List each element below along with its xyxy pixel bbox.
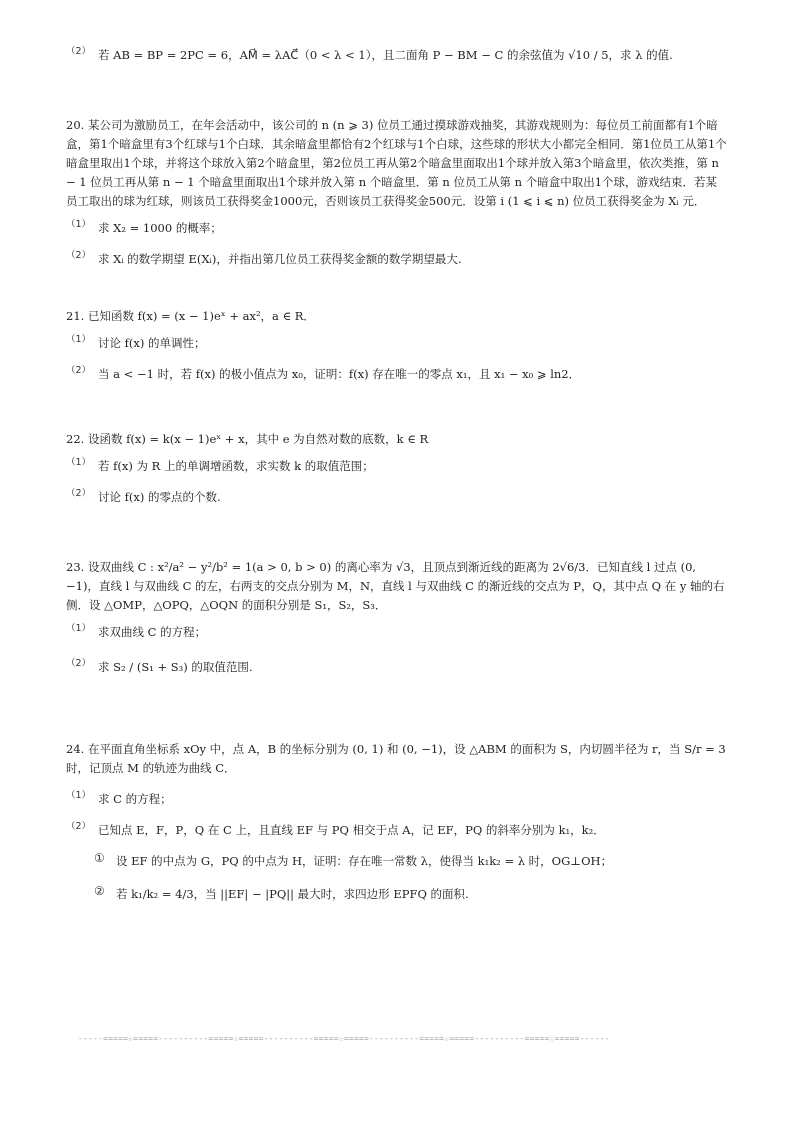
part-number: （2） bbox=[66, 488, 92, 499]
question-stem: 24. 在平面直角坐标系 xOy 中，点 A，B 的坐标分别为 (0, 1) 和 (0, −1)，设 △ABM 的面积为 S，内切圆半径为 r，当 S/r = 3 时，记顶点 M 的轨迹为曲线 C． bbox=[66, 742, 726, 775]
q22-part-1 bbox=[66, 457, 728, 476]
q21-part-1 bbox=[66, 334, 728, 353]
part-text: 求 S₂ / (S₁ + S₃) 的取值范围. bbox=[98, 660, 253, 674]
question-stem: 21. 已知函数 f(x) = (x − 1)eˣ + ax²，a ∈ R． bbox=[66, 309, 315, 323]
part-text: 已知点 E，F，P，Q 在 C 上，且直线 EF 与 PQ 相交于点 A，记 EF，PQ 的斜率分别为 k₁，k₂． bbox=[98, 823, 605, 837]
part-text: 若 AB = BP = 2PC = 6，AM⃗ = λAC⃗（0 < λ < 1），且二面角 P − BM − C 的余弦值为 √10 / 5，求 λ 的值. bbox=[98, 48, 673, 62]
part-number: （2） bbox=[66, 821, 92, 832]
q21-part-2 bbox=[66, 365, 728, 384]
q24-subpart-1 bbox=[66, 852, 728, 871]
q20-part-1 bbox=[66, 219, 728, 238]
part-number: （1） bbox=[66, 790, 92, 801]
circled-number: ① bbox=[94, 851, 105, 865]
q24-part-2 bbox=[66, 821, 728, 840]
part-number: （1） bbox=[66, 334, 92, 345]
q24-part-1 bbox=[66, 790, 728, 809]
part-text: 求 X₂ = 1000 的概率； bbox=[98, 221, 222, 235]
q23-part-2 bbox=[66, 658, 728, 677]
part-text: 若 f(x) 为 R 上的单调增函数，求实数 k 的取值范围； bbox=[98, 459, 374, 473]
q20-part-2 bbox=[66, 250, 728, 269]
subpart-text: 设 EF 的中点为 G，PQ 的中点为 H，证明：存在唯一常数 λ，使得当 k₁k₂ = λ 时，OG⊥OH； bbox=[116, 854, 613, 868]
q19-part-2 bbox=[66, 46, 728, 65]
part-number: （1） bbox=[66, 219, 92, 230]
part-number: （2） bbox=[66, 250, 92, 261]
part-number: （2） bbox=[66, 658, 92, 669]
question-22 bbox=[66, 430, 728, 507]
question-stem: 22. 设函数 f(x) = k(x − 1)eˣ + x，其中 e 为自然对数的底数，k ∈ R bbox=[66, 432, 429, 446]
circled-number: ② bbox=[94, 884, 105, 898]
part-text: 讨论 f(x) 的零点的个数. bbox=[98, 490, 221, 504]
part-text: 讨论 f(x) 的单调性； bbox=[98, 336, 206, 350]
question-19-continued bbox=[66, 46, 728, 65]
part-number: （1） bbox=[66, 457, 92, 468]
q23-part-1 bbox=[66, 623, 728, 642]
page-divider: -----=====☆=====----------=====☆=====----------=====☆=====----------=====☆=====----------=====☆=====------ bbox=[78, 1034, 610, 1043]
q24-subpart-2 bbox=[66, 885, 728, 904]
question-21 bbox=[66, 307, 728, 384]
part-text: 当 a < −1 时，若 f(x) 的极小值点为 x₀，证明：f(x) 存在唯一的零点 x₁，且 x₁ − x₀ ⩾ ln2． bbox=[98, 367, 581, 381]
part-text: 求双曲线 C 的方程； bbox=[98, 625, 207, 639]
question-24 bbox=[66, 740, 728, 904]
part-text: 求 C 的方程； bbox=[98, 792, 172, 806]
question-20 bbox=[66, 116, 728, 269]
question-stem: 20. 某公司为激励员工，在年会活动中，该公司的 n (n ⩾ 3) 位员工通过摸球游戏抽奖，其游戏规则为：每位员工前面都有1个暗盒，第1个暗盒里有3个红球与1个白球．其余暗盒里都恰有2个红球与1个白球，这些球的形状大小都完全相同．第1位员工从第1个暗盒里取出1个球，并将这个球放入第2个暗盒里，第2位员工再从第2个暗盒里面取出1个球并放入第3个暗盒里，依次类推，第 n − 1 位员工再从第 n − 1 个暗盒里面取出1个球并放入第 n 个暗盒里．第 n 位员工从第 n 个暗盒中取出1个球，游戏结束．若某员工取出的球为红球，则该员工获得奖金1000元，否则该员工获得奖金500元．设第 i (1 ⩽ i ⩽ n) 位员工获得奖金为 Xᵢ 元． bbox=[66, 118, 727, 208]
subpart-text: 若 k₁/k₂ = 4/3，当 ||EF| − |PQ|| 最大时，求四边形 EPFQ 的面积. bbox=[116, 887, 469, 901]
q22-part-2 bbox=[66, 488, 728, 507]
question-stem: 23. 设双曲线 C : x²/a² − y²/b² = 1(a > 0, b > 0) 的离心率为 √3，且顶点到渐近线的距离为 2√6/3．已知直线 l 过点 (0, −1)，直线 l 与双曲线 C 的左，右两支的交点分别为 M，N，直线 l 与双曲线 C 的渐近线的交点为 P，Q，其中点 Q 在 y 轴的右侧．设 △OMP，△OPQ，△OQN 的面积分别是 S₁，S₂，S₃． bbox=[66, 560, 725, 612]
part-number: （2） bbox=[66, 365, 92, 376]
question-23 bbox=[66, 558, 728, 677]
part-number: （1） bbox=[66, 623, 92, 634]
part-number: （2） bbox=[66, 46, 92, 57]
part-text: 求 Xᵢ 的数学期望 E(Xᵢ)，并指出第几位员工获得奖金额的数学期望最大. bbox=[98, 252, 462, 266]
